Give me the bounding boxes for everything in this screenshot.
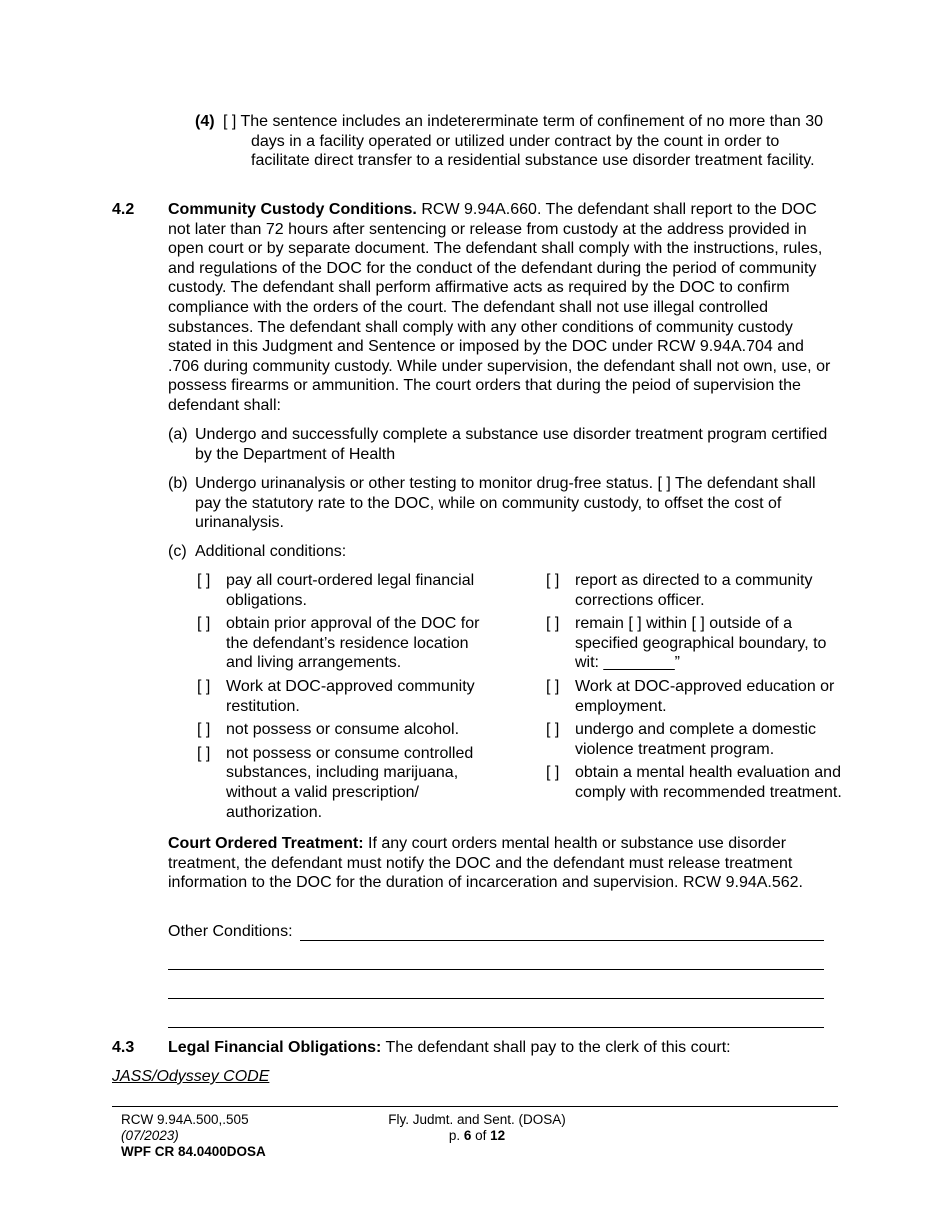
condition-left-item: [ ] pay all court-ordered legal financial obligations. bbox=[197, 572, 475, 609]
footer-rcw: RCW 9.94A.500,.505 bbox=[121, 1112, 249, 1127]
item-4-checkbox[interactable]: [ ] bbox=[223, 113, 237, 130]
section-4-3-heading: Legal Financial Obligations: bbox=[168, 1039, 382, 1056]
condition-left-item: [ ] not possess or consume controlled substances, including marijuana, without a valid prescription/ authorization. bbox=[197, 744, 474, 821]
condition-b-label: (b) bbox=[168, 475, 188, 492]
condition-right-item: [ ] report as directed to a community corrections officer. bbox=[546, 572, 813, 609]
condition-right-item: [ ] undergo and complete a domestic violence treatment program. bbox=[546, 721, 817, 758]
footer-divider bbox=[112, 1106, 838, 1107]
other-conditions-input-line-2[interactable] bbox=[168, 969, 824, 970]
condition-right-item: [ ] remain [ ] within [ ] outside of a specified geographical boundary, to wit: ________” bbox=[546, 615, 827, 672]
other-conditions-input-line-1[interactable] bbox=[300, 940, 824, 941]
checkbox[interactable]: [ ] bbox=[546, 677, 560, 695]
checkbox[interactable]: [ ] bbox=[546, 572, 560, 589]
condition-a-label: (a) bbox=[168, 426, 188, 443]
checkbox[interactable]: [ ] bbox=[546, 764, 560, 782]
footer-left bbox=[121, 1112, 266, 1160]
checkbox[interactable]: [ ] bbox=[197, 615, 211, 633]
condition-b-checkbox[interactable]: [ ] bbox=[657, 475, 671, 492]
condition-left-item: [ ] obtain prior approval of the DOC for the defendant’s residence location and living arrangements. bbox=[197, 615, 480, 672]
checkbox[interactable]: [ ] bbox=[546, 721, 560, 739]
court-ordered-heading: Court Ordered Treatment: bbox=[168, 835, 364, 852]
section-4-2-number: 4.2 bbox=[112, 201, 135, 218]
other-conditions-input-line-4[interactable] bbox=[168, 1027, 824, 1028]
section-4-3-text: Legal Financial Obligations: The defendant shall pay to the clerk of this court: bbox=[168, 1039, 731, 1056]
condition-c-text: Additional conditions: bbox=[195, 543, 347, 560]
footer-form-number: WPF CR 84.0400DOSA bbox=[121, 1144, 266, 1159]
checkbox[interactable]: [ ] bbox=[197, 572, 211, 589]
section-4-2-heading: Community Custody Conditions. bbox=[168, 201, 417, 218]
condition-left-item: [ ] not possess or consume alcohol. bbox=[197, 721, 460, 739]
court-ordered-treatment: Court Ordered Treatment: If any court orders mental health or substance use disorder treatment, the defendant must notify the DOC and the defendant must release treatment information to the DOC for the duration of incarceration and supervision. RCW 9.94A.562. bbox=[168, 835, 803, 892]
jass-odyssey-code: JASS/Odyssey CODE bbox=[112, 1068, 270, 1085]
section-4-2-body: Community Custody Conditions. RCW 9.94A.660. The defendant shall report to the DOC not later than 72 hours after sentencing or release from custody at the address provided in open court or by separate document. The defendant shall comply with the instructions, rules, and regulations of the DOC for the conduct of the defendant during the period of community custody. The defendant shall perform affirmative acts as required by the DOC to confirm compliance with the orders of the court. The defendant shall not use illegal controlled substances. The defendant shall comply with any other conditions of community custody stated in this Judgment and Sentence or imposed by the DOC under RCW 9.94A.704 and .706 during community custody. While under supervision, the defendant shall not own, use, or possess firearms or ammunition. The court orders that during the peiod of supervision the defendant shall: bbox=[168, 201, 831, 414]
condition-right-item: [ ] obtain a mental health evaluation and comply with recommended treatment. bbox=[546, 764, 842, 801]
footer-center bbox=[377, 1112, 577, 1144]
condition-left-item: [ ] Work at DOC-approved community restitution. bbox=[197, 677, 475, 715]
condition-a-text: Undergo and successfully complete a substance use disorder treatment program certified by the Department of Health bbox=[195, 426, 828, 463]
footer-title: Fly. Judmt. and Sent. (DOSA) bbox=[388, 1112, 566, 1127]
condition-right-item: [ ] Work at DOC-approved education or employment. bbox=[546, 677, 835, 715]
footer-page-number: p. 6 of 12 bbox=[448, 1128, 506, 1143]
checkbox[interactable]: [ ] bbox=[197, 744, 211, 762]
other-conditions-input-line-3[interactable] bbox=[168, 998, 824, 999]
footer-date: (07/2023) bbox=[121, 1128, 179, 1143]
other-conditions-label: Other Conditions: bbox=[168, 923, 293, 940]
conditions-right-column bbox=[546, 571, 851, 807]
condition-c-label: (c) bbox=[168, 543, 187, 560]
item-4-text: [ ] The sentence includes an indetererminate term of confinement of no more than 30 days in a facility operated or utilized under contract by the count in order to facilitate direct transfer to a residential substance use disorder treatment facility. bbox=[223, 113, 824, 170]
condition-b-text: Undergo urinanalysis or other testing to monitor drug-free status. [ ] The defendant shall pay the statutory rate to the DOC, while on community custody, to offset the cost of urinanalysis. bbox=[195, 475, 816, 532]
conditions-left-column bbox=[197, 571, 497, 826]
item-4-number: (4) bbox=[195, 113, 215, 130]
checkbox[interactable]: [ ] bbox=[197, 677, 211, 695]
checkbox[interactable]: [ ] bbox=[546, 615, 560, 633]
checkbox[interactable]: [ ] bbox=[197, 721, 211, 739]
section-4-3-number: 4.3 bbox=[112, 1039, 135, 1056]
